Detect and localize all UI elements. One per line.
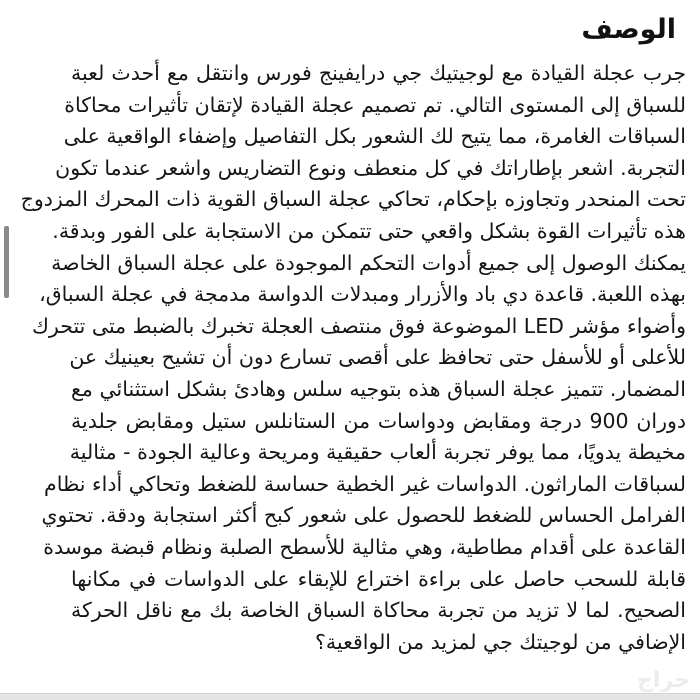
description-line: دوران 900 درجة ومقابض ودواسات من الستانلس ستيل ومقابض جلدية (71, 408, 686, 433)
description-line: تحت المنحدر وتجاوزه بإحكام، تحاكي عجلة السباق القوية ذات المحرك المزدوج (20, 187, 686, 212)
description-line: للسباق إلى المستوى التالي. تم تصميم عجلة القيادة لإتقان تأثيرات محاكاة (64, 92, 686, 117)
description-line: المضمار. تتميز عجلة السباق هذه بتوجيه سلس وهادئ بشكل استثنائي مع (71, 376, 686, 401)
description-line: الصحيح. لما لا تزيد من تجربة محاكاة السباق الخاصة بك مع ناقل الحركة (71, 598, 686, 623)
description-line: جرب عجلة القيادة مع لوجيتيك جي درايفينج فورس وانتقل مع أحدث لعبة (71, 61, 686, 85)
description-line: بهذه اللعبة. قاعدة دي باد والأزرار ومبدلات الدواسة مدمجة في عجلة السباق، (39, 282, 686, 307)
vertical-scrollbar[interactable] (4, 226, 9, 298)
description-line: الإضافي من لوجيتك جي لمزيد من الواقعية؟ (315, 629, 686, 654)
description-line: الفرامل الحساس للضغط للحصول على شعور كبح أكثر استجابة ودقة. تحتوي (41, 503, 686, 528)
description-line: مخيطة يدويًا، مما يوفر تجربة ألعاب حقيقية ومريحة وعالية الجودة - مثالية (69, 440, 686, 465)
watermark-logo: حراج (637, 668, 690, 693)
description-line: يمكنك الوصول إلى جميع أدوات التحكم الموجودة على عجلة السباق الخاصة (51, 250, 686, 275)
section-title: الوصف (581, 14, 676, 45)
description-line: التجربة. اشعر بإطاراتك في كل منعطف ونوع التضاريس واشعر عندما تكون (55, 155, 686, 180)
description-body (20, 58, 686, 658)
description-line: السباقات الغامرة، مما يتيح لك الشعور بكل التفاصيل وإضفاء الواقعية على (63, 124, 686, 149)
description-line: القاعدة على أقدام مطاطية، وهي مثالية للأسطح الصلبة ونظام قبضة موسدة (43, 534, 686, 559)
description-line: للأعلى أو للأسفل حتى تحافظ على أقصى تسارع دون أن تشيح بعينيك عن (69, 345, 686, 370)
description-line: لسباقات الماراثون. الدواسات غير الخطية حساسة للضغط وتحاكي أداء نظام (44, 471, 686, 496)
description-line: هذه تأثيرات القوة بشكل واقعي حتى تتمكن من الاستجابة على الفور وبدقة. (52, 218, 686, 243)
description-line: وأضواء مؤشر LED الموضوعة فوق منتصف العجلة تخبرك بالضبط متى تتحرك (32, 313, 686, 338)
description-line: قابلة للسحب حاصل على براءة اختراع للإبقاء على الدواسات في مكانها (71, 566, 686, 591)
